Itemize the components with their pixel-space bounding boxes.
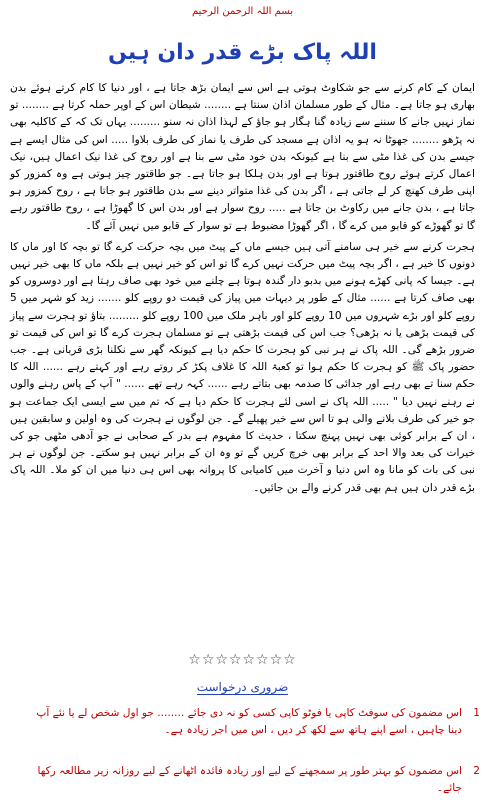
star-divider: ☆☆☆☆☆☆☆☆	[188, 652, 297, 668]
request-item-2-number: 2	[473, 765, 480, 777]
paragraph-1: ایمان کے کام کرنے سے جو شکاوٹ ہوتی ہے اس سے ایمان بڑھ جاتا ہے ، اور دنیا کا کام کرتے ہوئے بدن بھاری ہو جاتا ہے۔ مثال کے طور مسلمان اذان سنتا ہے ........ شیطان اس کے اوپر حملہ کرتا ہے ........ تو نماز نہیں جانے کا سننے سے زیادہ گنا ہگار ہو جاؤ کے لہذا اذان نہ سنو ......... یہاں تک کہ کے کاکلیہ بھی نہ پڑھو ........ جھوٹا نہ ہو یہ اذان ہے مسجد کی طرف یا نماز کی طرف بلاوا ..... اس کی مثال ایسے ہے جیسے بدن کی غذا مٹی سے بنا ہے کیونکہ بدن خود مٹی سے بنا ہے اور روح کی غذا نیک اعمال ہیں، نیک اعمال کرتے ہوئے روح طاقتور ہوتا ہے اور بدن ہلکا ہو جاتا ہے۔ جو طاقتور چیز ہوتی ہے وہ کمزور کو اپنی طرف کھنچ کر لے جاتی ہے ، اگر بدن کی غذا متواتر دینے سے بدن طاقتور ہو جاتا ہے ، روح کمزور ہو جاتا ہے ، بدن جانے میں رکاوٹ بن جاتا ہے ..... روح سوار ہے اور بدن اس کا گھوڑا ہے ، روح طاقتور رہے گا تو گھوڑے کو قابو میں کرے گا ، اگر گھوڑا مضبوط ہے تو سوار کے قابو میں نہیں آئے گا۔	[10, 82, 475, 232]
request-item-1	[22, 705, 480, 739]
request-heading-text: ضروری درخواست	[196, 680, 289, 694]
paragraph-2: ہجرت کرنے سے خیر ہی سامنے آتی ہیں جیسے ماں کے پیٹ میں بچہ حرکت کرے گا تو بچہ کا اور ماں کا دونوں کا خیر ہے ، اگر بچہ پیٹ میں حرکت نہیں کرے گا تو اس کو خیر نہیں ہے بلکہ ماں کا بھی خیر نہیں ہے۔ جیسا کہ پانی کھڑے ہونے میں بدبو دار گندہ ہوتا ہے چلنے میں خود بھی صاف رہتا ہے اور دوسروں کو بھی صاف کرتا ہے ...... مثال کے طور پر دیہات میں پیاز کی قیمت دو روپے کلو ....... زید کو شہر میں 5 روپے کلو اور بڑے شہروں میں 10 روپے کلو اور باہر ملک میں 100 روپے کلو ......... بتاؤ تو ہجرت سے پیاز کی قیمت بڑھی یا نہ بڑھی؟ جب اس کی قیمت بڑھتی ہے تو مسلمان ہجرت کرے گا تو اس کی قیمت تو ضرور بڑھے گی۔ اللہ پاک نے ہر نبی کو ہجرت کا حکم دیا ہے کیونکہ گھر سے نکلنا بڑی قربانی ہے۔ جب حضور پاک ﷺ کو ہجرت کا حکم ہوا تو کعبۃ اللہ کا غلاف پکڑ کر روتے رہے اور کہتے رہے ...... اللہ کا حکم سنا تے بھی رہے اور جدائی کا صدمہ بھی بتاتے رہے ...... کہہ رہے تھے ...... " آپ کے پاس رہنے والوں نے رہنے نہیں دیا " ..... اللہ پاک نے اسی لئے ہجرت کا حکم دیا ہے کہ تم میں سے ایسی ایک جماعت ہو جو خیر کی طرف بلانے والی ہو تا اس سے خیر پھیلے گے۔ جن لوگوں نے ہجرت کی وہ اولین و سابقین ہیں ، ان کے برابر کوئی بھی نہیں پہنچ سکتا ، حدیث کا مفہوم ہے بدر کے صحابی نے جو آدھی مٹھی جو کی خیرات کی بعد والا احد کے برابر بھی خرچ کریں گے تو وہ ان کے برابر نہیں ہو سکتے۔ جن لوگوں نے ہر نبی کی بات کو مانا وہ اس دنیا و آخرت میں کامیابی کا پروانہ بھی اس ہی دنیا میں ان کو ملا۔ اللہ پاک بڑے قدر دان ہیں ہم بھی قدر کرنے والے بن جائیں۔	[9, 240, 475, 494]
request-item-2	[22, 763, 480, 797]
article-body	[10, 80, 475, 501]
request-item-2-text: اس مضمون کو بہتر طور پر سمجھنے کے لیے اور زیادہ فائدہ اٹھانے کے لیے روزانہ زیر مطالعہ رکھا جائے۔	[37, 765, 462, 794]
request-heading	[0, 680, 485, 694]
request-item-1-number: 1	[473, 707, 480, 719]
page-title: اللہ پاک بڑے قدر دان ہیں	[108, 40, 377, 65]
request-item-1-text: اس مضمون کی سوفٹ کاپی یا فوٹو کاپی کسی کو نہ دی جائے ........ جو اول شخص لے یا نئے آپ دینا چاہیں ، اسے اپنے ہاتھ سے لکھ کر دیں ، اس میں اجر زیادہ ہے۔	[36, 707, 462, 736]
bismillah-header: بسم اللہ الرحمن الرحیم	[191, 6, 293, 17]
